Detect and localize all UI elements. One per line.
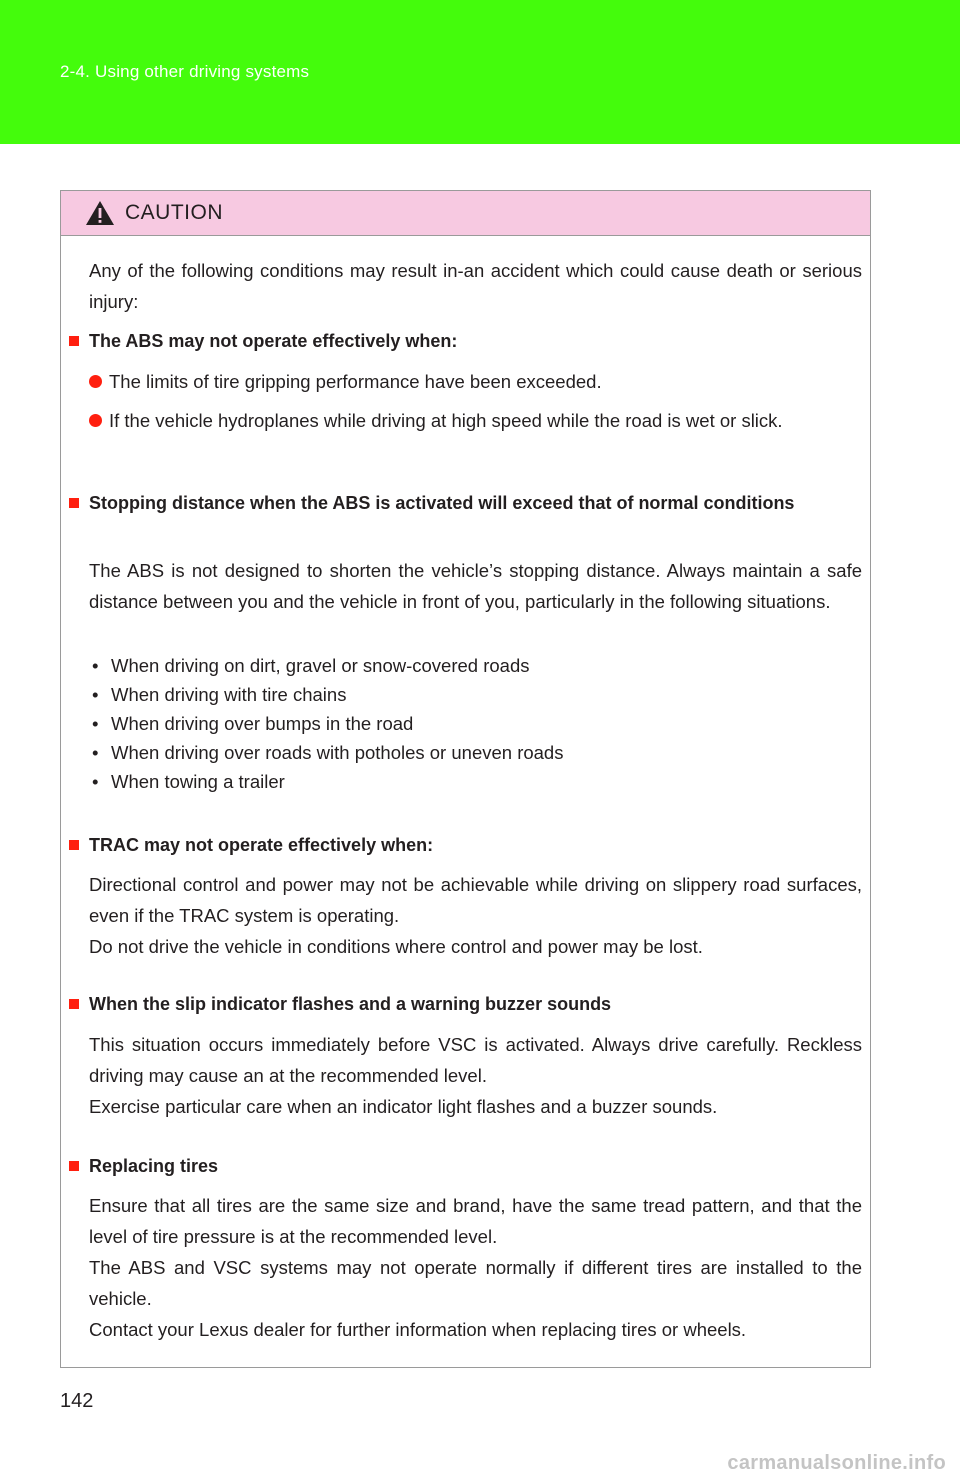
section-heading-abs: The ABS may not operate effectively when: [69,326,864,357]
situations-list [89,651,862,796]
caution-title: CAUTION [125,201,223,224]
caution-box [60,190,871,1368]
section-heading-trac: TRAC may not operate effectively when: [69,830,864,861]
bullet-item: If the vehicle hydroplanes while driving at high speed while the road is wet or slick. [89,405,862,436]
square-bullet-icon [69,999,79,1009]
square-bullet-icon [69,1161,79,1171]
bullet-item: The limits of tire gripping performance have been exceeded. [89,366,862,397]
square-bullet-icon [69,336,79,346]
trac-paragraph: Directional control and power may not be achievable while driving on slippery road surfaces, even if the TRAC system is operating. Do not drive the vehicle in conditions where control and power may be lost. [89,874,862,957]
dot-bullet-icon [89,375,102,388]
list-item: • When driving on dirt, gravel or snow-covered roads [92,655,530,676]
list-item: • When driving over bumps in the road [92,713,414,734]
page-number: 142 [60,1390,94,1412]
intro-text: Any of the following conditions may result in-an accident which could cause death or serious injury: [89,260,862,312]
section-heading-stopping-distance: Stopping distance when the ABS is activated will exceed that of normal conditions [69,488,884,519]
list-item: • When driving over roads with potholes or uneven roads [92,742,564,763]
replacing-tires-paragraph: Ensure that all tires are the same size and brand, have the same tread pattern, and that the level of tire pressure is at the recommended level. The ABS and VSC systems may not operate normally if different tires are installed to the vehicle. Contact your Lexus dealer for further information when replacing tires or wheels. [89,1195,862,1340]
section-heading-replacing-tires: Replacing tires [69,1151,864,1182]
stopping-distance-paragraph: The ABS is not designed to shorten the vehicle’s stopping distance. Always maintain a safe distance between you and the vehicle in front of you, particularly in the following situations. [89,560,862,612]
warning-triangle-icon [85,200,115,226]
slip-indicator-paragraph: This situation occurs immediately before VSC is activated. Always drive carefully. Reckless driving may cause an at the recommended level. Exercise particular care when an indicator light flashes and a buzzer sounds. [89,1034,862,1117]
section-heading-slip-indicator: When the slip indicator flashes and a warning buzzer sounds [69,989,864,1020]
list-item: • When driving with tire chains [92,684,347,705]
watermark: carmanualsonline.info [727,1452,946,1474]
caution-header [61,191,870,236]
header-band [0,0,960,144]
square-bullet-icon [69,840,79,850]
list-item: • When towing a trailer [92,771,285,792]
section-label: 2-4. Using other driving systems [60,62,310,81]
square-bullet-icon [69,498,79,508]
dot-bullet-icon [89,414,102,427]
